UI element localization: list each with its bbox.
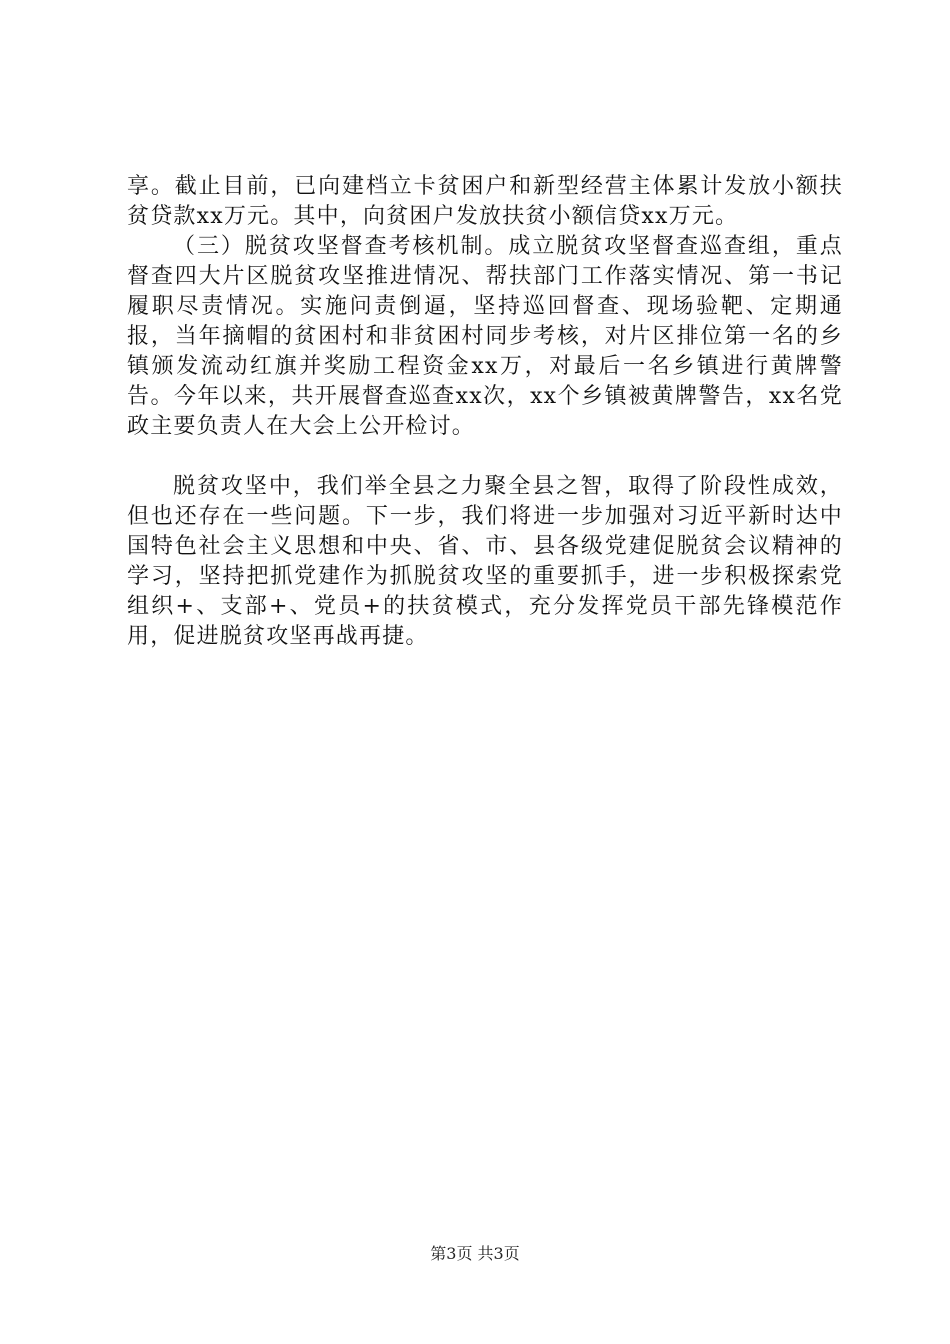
paragraph-conclusion: 脱贫攻坚中，我们举全县之力聚全县之智，取得了阶段性成效，但也还存在一些问题。下一步，我们将进一步加强对习近平新时达中国特色社会主义思想和中央、省、市、县各级党建促脱贫会议精神的学习，坚持把抓党建作为抓脱贫攻坚的重要抓手，进一步积极探索党组织+、支部+、党员+的扶贫模式，充分发挥党员干部先锋模范作用，促进脱贫攻坚再战再捷。 <box>127 474 843 649</box>
document-body <box>127 172 843 652</box>
paragraph-supervision-mechanism: （三）脱贫攻坚督查考核机制。成立脱贫攻坚督查巡查组，重点督查四大片区脱贫攻坚推进情况、帮扶部门工作落实情况、第一书记履职尽责情况。实施问责倒逼，坚持巡回督查、现场验靶、定期通报，当年摘帽的贫困村和非贫困村同步考核，对片区排位第一名的乡镇颁发流动红旗并奖励工程资金xx万，对最后一名乡镇进行黄牌警告。今年以来，共开展督查巡查xx次，xx个乡镇被黄牌警告，xx名党政主要负责人在大会上公开检讨。 <box>127 234 843 439</box>
paragraph-loan-summary: 享。截止目前，已向建档立卡贫困户和新型经营主体累计发放小额扶贫贷款xx万元。其中，向贫困户发放扶贫小额信贷xx万元。 <box>127 174 843 229</box>
page-number-footer: 第3页 共3页 <box>430 1244 520 1263</box>
